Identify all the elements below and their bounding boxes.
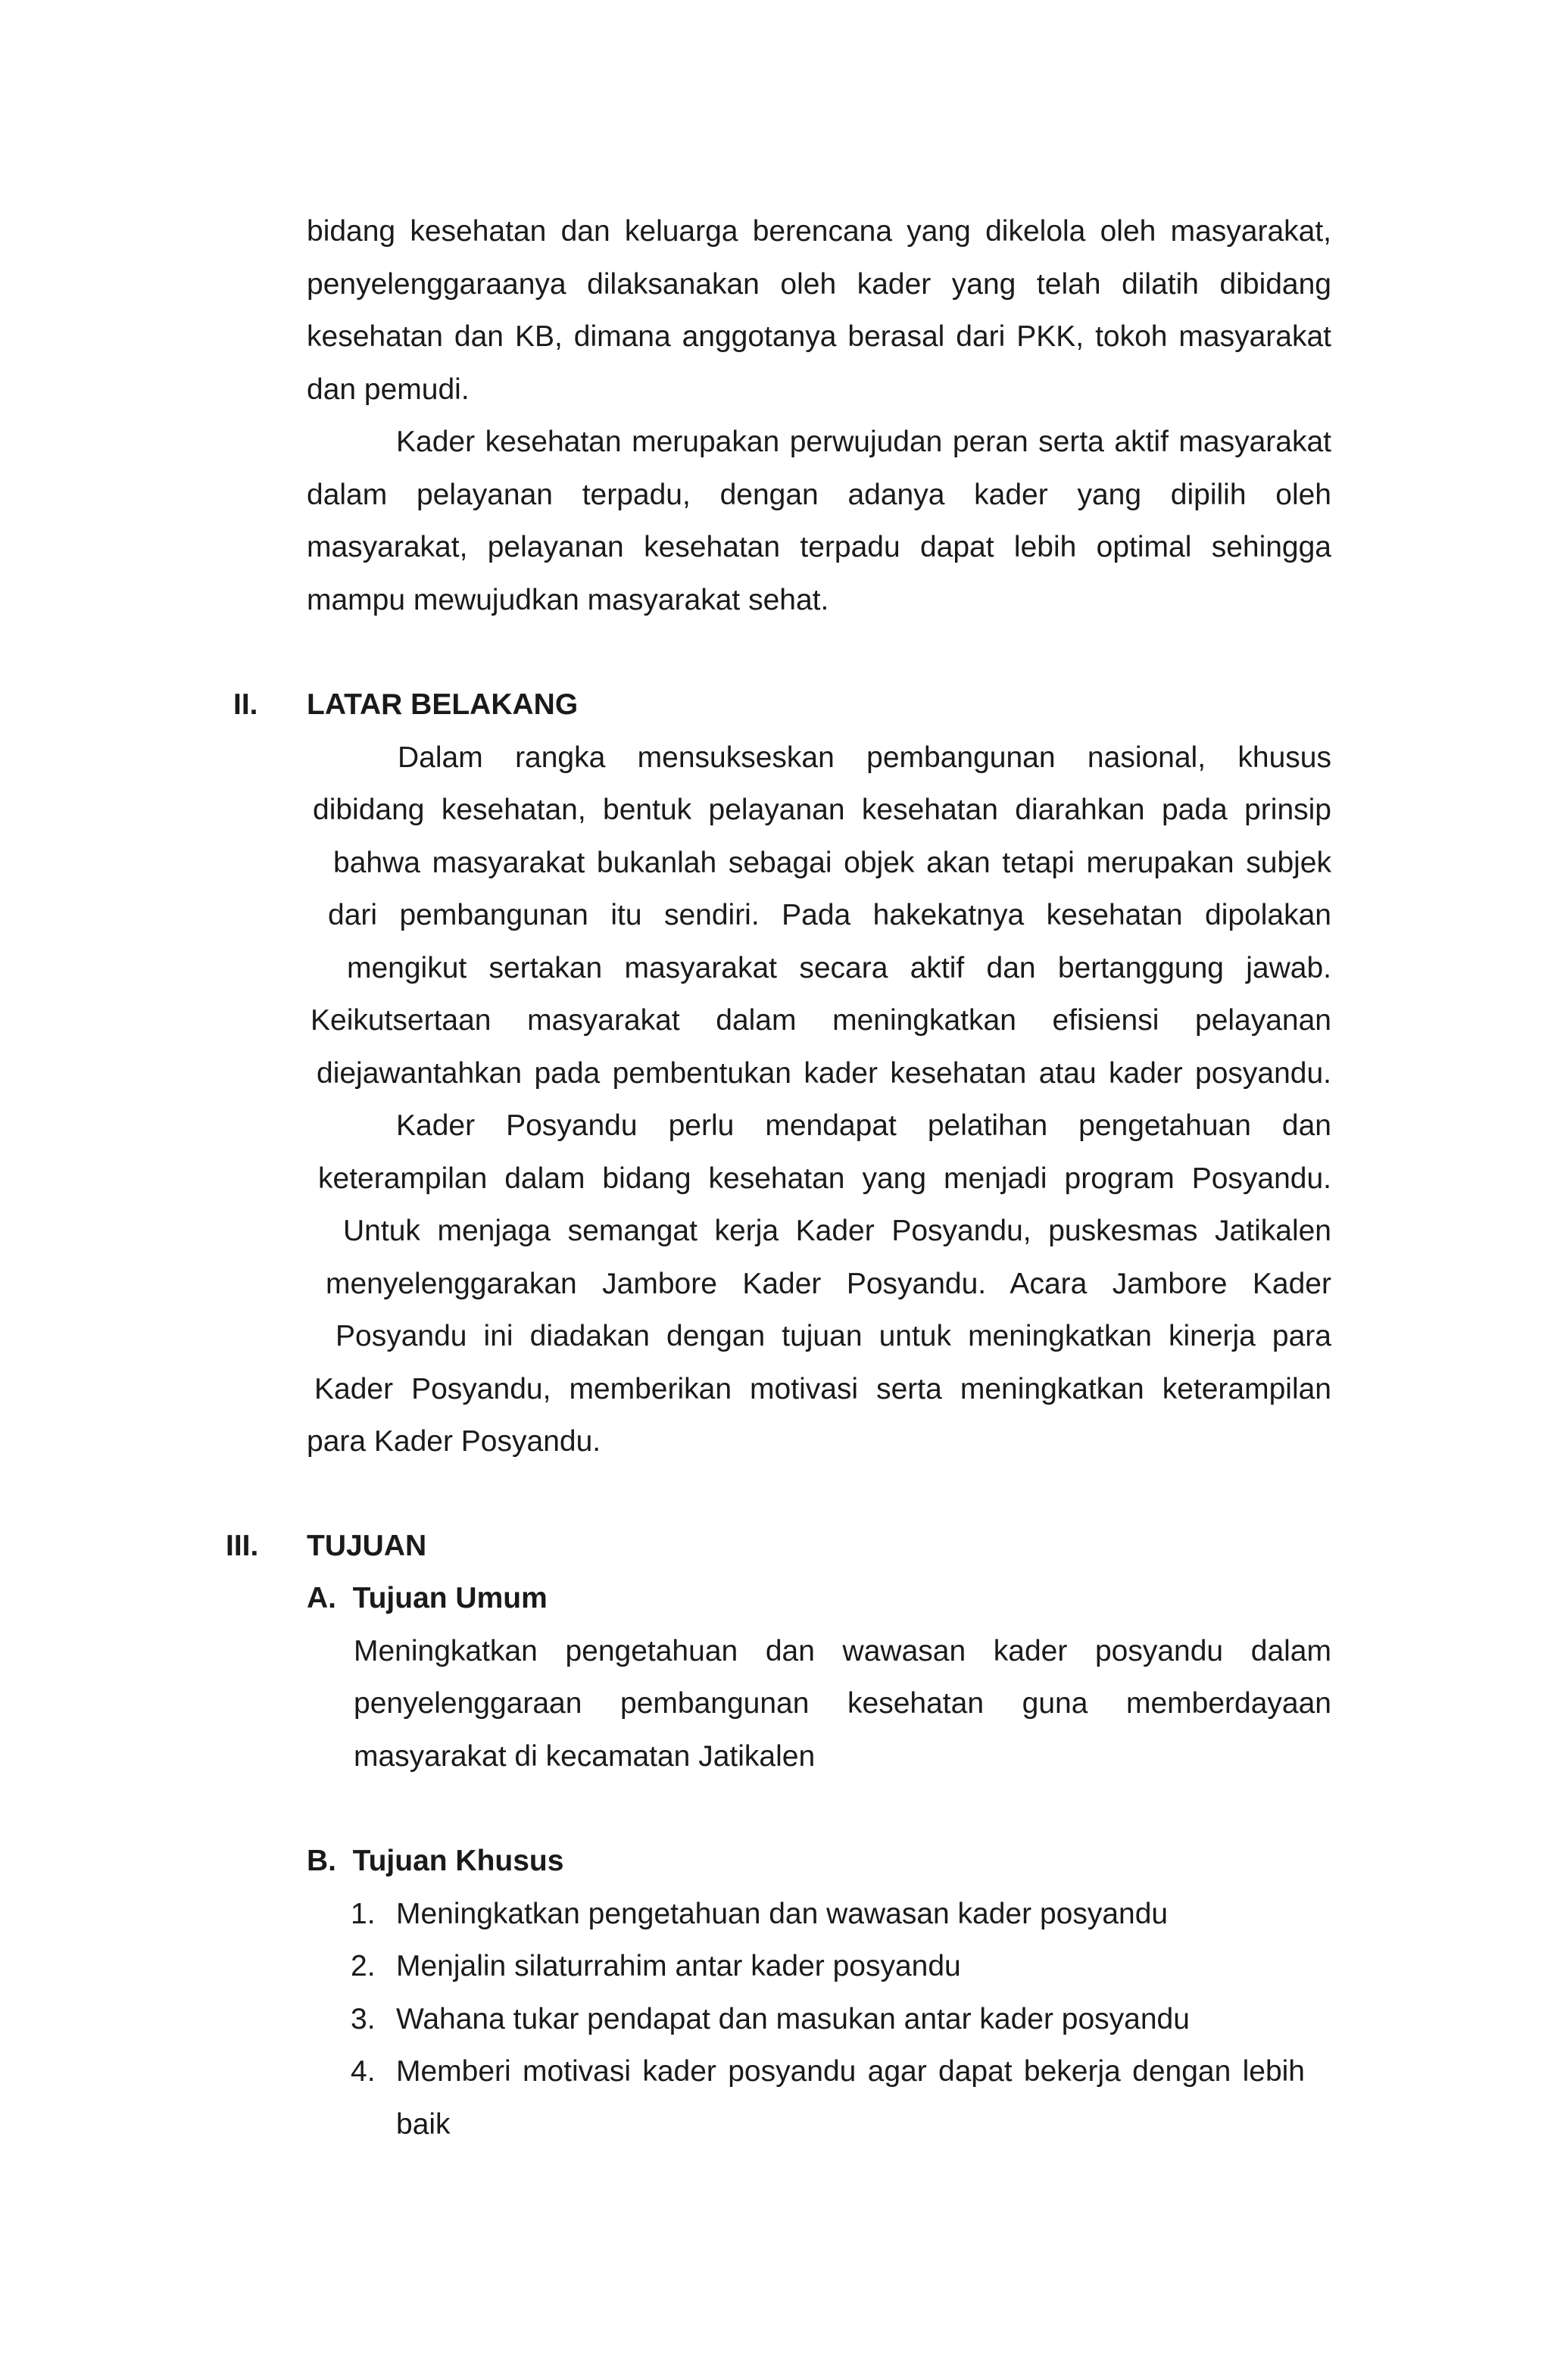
list-item-1-text: Meningkatkan pengetahuan dan wawasan kader posyandu [396,1898,1169,1930]
list-item-4-continuation: baik [396,2108,451,2141]
list-item-4-text: Memberi motivasi kader posyandu agar dapat bekerja dengan lebih [396,2055,1305,2088]
section-2-line-2: dibidang kesehatan, bentuk pelayanan kesehatan diarahkan pada prinsip [313,794,1331,826]
intro-line-6: dalam pelayanan terpadu, dengan adanya kader yang dipilih oleh [307,479,1331,511]
section-2-line-14: para Kader Posyandu. [307,1425,601,1458]
tujuan-umum-line-3: masyarakat di kecamatan Jatikalen [354,1740,816,1773]
list-item-3-text: Wahana tukar pendapat dan masukan antar kader posyandu [396,2003,1190,2035]
list-item-2-text: Menjalin silaturrahim antar kader posyandu [396,1950,961,1982]
tujuan-umum-heading: A. Tujuan Umum [307,1582,548,1614]
intro-line-8: mampu mewujudkan masyarakat sehat. [307,584,829,616]
section-2-heading: LATAR BELAKANG [307,688,579,721]
section-2-line-3: bahwa masyarakat bukanlah sebagai objek akan tetapi merupakan subjek [333,847,1331,879]
tujuan-umum-line-1: Meningkatkan pengetahuan dan wawasan kader posyandu dalam [354,1635,1331,1667]
tujuan-khusus-heading: B. Tujuan Khusus [307,1845,564,1877]
tujuan-umum-line-2: penyelenggaraan pembangunan kesehatan guna memberdayaan [354,1687,1331,1720]
section-2-line-5: mengikut sertakan masyarakat secara aktif dan bertanggung jawab. [347,952,1331,984]
section-2-line-9: keterampilan dalam bidang kesehatan yang menjadi program Posyandu. [318,1162,1331,1195]
section-2-line-6: Keikutsertaan masyarakat dalam meningkatkan efisiensi pelayanan [311,1004,1331,1037]
section-2-line-13: Kader Posyandu, memberikan motivasi serta meningkatkan keterampilan [314,1373,1331,1405]
list-item-3-number: 3. [351,2003,376,2035]
intro-line-7: masyarakat, pelayanan kesehatan terpadu dapat lebih optimal sehingga [307,531,1331,563]
intro-line-1: bidang kesehatan dan keluarga berencana yang dikelola oleh masyarakat, [307,215,1331,248]
intro-line-2: penyelenggaraanya dilaksanakan oleh kader yang telah dilatih dibidang [307,268,1331,301]
intro-line-5: Kader kesehatan merupakan perwujudan peran serta aktif masyarakat [396,426,1331,458]
section-2-line-11: menyelenggarakan Jambore Kader Posyandu. Acara Jambore Kader [326,1268,1331,1300]
section-2-number: II. [233,688,258,721]
section-2-line-7: diejawantahkan pada pembentukan kader kesehatan atau kader posyandu. [317,1057,1331,1090]
section-2-line-4: dari pembangunan itu sendiri. Pada hakekatnya kesehatan dipolakan [328,899,1331,931]
intro-line-3: kesehatan dan KB, dimana anggotanya berasal dari PKK, tokoh masyarakat [307,320,1331,353]
list-item-4-number: 4. [351,2055,376,2088]
section-2-line-10: Untuk menjaga semangat kerja Kader Posyandu, puskesmas Jatikalen [343,1215,1331,1247]
section-3-heading: TUJUAN [307,1530,427,1562]
section-2-line-8: Kader Posyandu perlu mendapat pelatihan pengetahuan dan [396,1109,1331,1142]
section-2-line-1: Dalam rangka mensukseskan pembangunan nasional, khusus [398,741,1331,774]
section-3-number: III. [226,1530,259,1562]
list-item-1-number: 1. [351,1898,376,1930]
section-2-line-12: Posyandu ini diadakan dengan tujuan untuk meningkatkan kinerja para [335,1320,1331,1352]
intro-line-4: dan pemudi. [307,373,470,406]
list-item-2-number: 2. [351,1950,376,1982]
